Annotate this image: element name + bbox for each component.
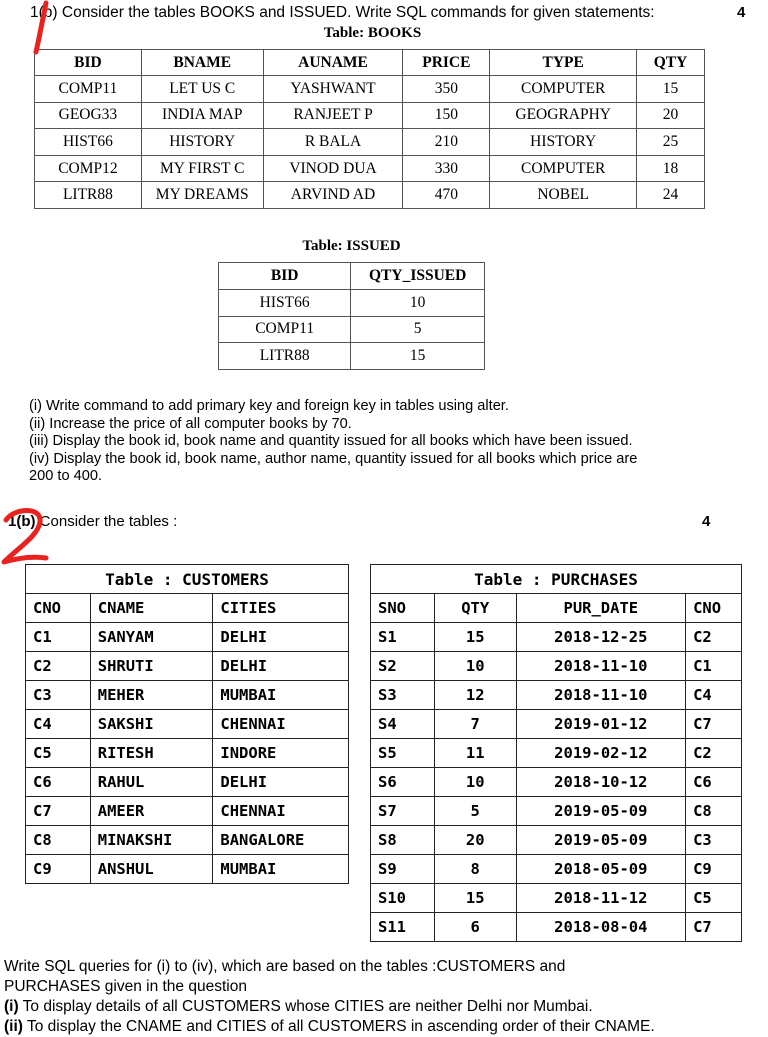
purchases-cell: S9 — [371, 855, 435, 884]
purchases-cell: 2018-08-04 — [516, 913, 686, 942]
books-cell: 15 — [637, 76, 705, 103]
purchases-cell: S11 — [371, 913, 435, 942]
customers-column-header: CITIES — [213, 594, 349, 623]
books-column-header: TYPE — [490, 50, 637, 76]
question-2-intro: Write SQL queries for (i) to (iv), which are based on the tables :CUSTOMERS and — [4, 958, 566, 975]
question-2-item — [4, 997, 768, 1017]
customers-cell: CHENNAI — [213, 797, 349, 826]
books-cell: 18 — [637, 155, 705, 182]
customers-cell: C1 — [26, 623, 91, 652]
books-column-header: BNAME — [141, 50, 263, 76]
purchases-row — [371, 797, 742, 826]
customers-cell: BANGALORE — [213, 826, 349, 855]
issued-cell: HIST66 — [219, 290, 351, 317]
books-row — [35, 182, 705, 209]
purchases-table — [370, 564, 742, 942]
purchases-row — [371, 652, 742, 681]
purchases-cell: 12 — [434, 681, 516, 710]
purchases-cell: C6 — [686, 768, 742, 797]
books-cell: 350 — [403, 76, 490, 103]
issued-table — [218, 262, 485, 370]
purchases-cell: C7 — [686, 913, 742, 942]
books-cell: HISTORY — [490, 129, 637, 156]
question-2-text: Consider the tables : — [39, 513, 178, 530]
books-column-header: QTY — [637, 50, 705, 76]
books-cell: COMP12 — [35, 155, 142, 182]
customers-cell: C8 — [26, 826, 91, 855]
books-cell: GEOGRAPHY — [490, 102, 637, 129]
customers-header-row — [26, 594, 349, 623]
books-cell: MY FIRST C — [141, 155, 263, 182]
books-cell: GEOG33 — [35, 102, 142, 129]
issued-cell: 5 — [351, 316, 485, 343]
purchases-row — [371, 739, 742, 768]
books-cell: R BALA — [263, 129, 403, 156]
customers-column-header: CNO — [26, 594, 91, 623]
books-cell: RANJEET P — [263, 102, 403, 129]
books-cell: INDIA MAP — [141, 102, 263, 129]
issued-cell: 10 — [351, 290, 485, 317]
books-cell: COMPUTER — [490, 155, 637, 182]
books-cell: 24 — [637, 182, 705, 209]
books-row — [35, 129, 705, 156]
books-row — [35, 155, 705, 182]
question-1-item: (i) Write command to add primary key and foreign key in tables using alter. — [29, 398, 509, 414]
books-column-header: PRICE — [403, 50, 490, 76]
books-cell: LET US C — [141, 76, 263, 103]
purchases-cell: 8 — [434, 855, 516, 884]
customers-cell: INDORE — [213, 739, 349, 768]
question-2-item-number: (ii) — [4, 1018, 23, 1035]
purchases-cell: C2 — [686, 739, 742, 768]
customers-cell: C6 — [26, 768, 91, 797]
issued-column-header: QTY_ISSUED — [351, 263, 485, 290]
books-cell: 150 — [403, 102, 490, 129]
question-2-item-text: To display the CNAME and CITIES of all CUSTOMERS in ascending order of their CNAME. — [22, 1018, 655, 1035]
customers-cell: C5 — [26, 739, 91, 768]
customers-row — [26, 768, 349, 797]
books-cell: YASHWANT — [263, 76, 403, 103]
books-cell: ARVIND AD — [263, 182, 403, 209]
customers-table-title: Table : CUSTOMERS — [26, 565, 349, 594]
purchases-cell: C3 — [686, 826, 742, 855]
customers-row — [26, 855, 349, 884]
purchases-cell: S4 — [371, 710, 435, 739]
purchases-cell: 7 — [434, 710, 516, 739]
purchases-cell: 6 — [434, 913, 516, 942]
books-column-header: AUNAME — [263, 50, 403, 76]
purchases-cell: 2018-12-25 — [516, 623, 686, 652]
books-cell: MY DREAMS — [141, 182, 263, 209]
customers-row — [26, 797, 349, 826]
customers-cell: DELHI — [213, 768, 349, 797]
question-1-item: (iv) Display the book id, book name, author name, quantity issued for all books which price are — [29, 450, 638, 467]
question-1-items — [29, 398, 637, 486]
purchases-cell: C5 — [686, 884, 742, 913]
purchases-cell: S5 — [371, 739, 435, 768]
purchases-column-header: CNO — [686, 594, 742, 623]
purchases-row — [371, 768, 742, 797]
question-1-number-suffix: ) — [52, 4, 58, 21]
purchases-cell: 10 — [434, 768, 516, 797]
purchases-cell: 15 — [434, 623, 516, 652]
question-2-marks: 4 — [702, 513, 711, 530]
question-1-marks: 4 — [737, 4, 746, 21]
purchases-cell: 10 — [434, 652, 516, 681]
purchases-table-title: Table : PURCHASES — [371, 565, 742, 594]
purchases-cell: C9 — [686, 855, 742, 884]
purchases-cell: 2019-02-12 — [516, 739, 686, 768]
issued-column-header: BID — [219, 263, 351, 290]
customers-cell: CHENNAI — [213, 710, 349, 739]
purchases-cell: 2018-11-12 — [516, 884, 686, 913]
purchases-cell: C7 — [686, 710, 742, 739]
question-2-item-text: To display details of all CUSTOMERS whose CITIES are neither Delhi nor Mumbai. — [18, 998, 593, 1015]
purchases-cell: S6 — [371, 768, 435, 797]
purchases-row — [371, 826, 742, 855]
purchases-cell: S2 — [371, 652, 435, 681]
purchases-row — [371, 623, 742, 652]
customers-row — [26, 739, 349, 768]
purchases-row — [371, 884, 742, 913]
books-cell: COMP11 — [35, 76, 142, 103]
books-table — [34, 49, 705, 209]
customers-row — [26, 681, 349, 710]
question-1-number-prefix: 1( — [30, 4, 44, 21]
books-header-row — [35, 50, 705, 76]
purchases-cell: S8 — [371, 826, 435, 855]
issued-row — [219, 316, 485, 343]
purchases-cell: 20 — [434, 826, 516, 855]
books-table-title: Table: BOOKS — [323, 25, 422, 41]
question-2-number: 1(b) — [8, 513, 36, 530]
question-2-item — [4, 1017, 768, 1037]
purchases-row — [371, 913, 742, 942]
question-1-text: Consider the tables BOOKS and ISSUED. Write SQL commands for given statements: — [57, 4, 655, 21]
purchases-cell: 2019-05-09 — [516, 826, 686, 855]
question-2-body — [4, 957, 768, 1035]
purchases-cell: S3 — [371, 681, 435, 710]
customers-column-header: CNAME — [90, 594, 213, 623]
issued-row — [219, 343, 485, 370]
handwritten-mark-2 — [0, 506, 52, 568]
purchases-column-header: QTY — [434, 594, 516, 623]
purchases-header-row — [371, 594, 742, 623]
purchases-row — [371, 855, 742, 884]
books-cell: 330 — [403, 155, 490, 182]
books-cell: 25 — [637, 129, 705, 156]
customers-cell: SANYAM — [90, 623, 213, 652]
purchases-cell: S7 — [371, 797, 435, 826]
purchases-cell: 2019-05-09 — [516, 797, 686, 826]
customers-cell: ANSHUL — [90, 855, 213, 884]
customers-cell: C4 — [26, 710, 91, 739]
books-row — [35, 76, 705, 103]
books-cell: NOBEL — [490, 182, 637, 209]
purchases-cell: S10 — [371, 884, 435, 913]
purchases-column-header: SNO — [371, 594, 435, 623]
books-cell: HIST66 — [35, 129, 142, 156]
purchases-cell: 5 — [434, 797, 516, 826]
purchases-cell: 11 — [434, 739, 516, 768]
customers-row — [26, 710, 349, 739]
question-2-item-number: (i) — [4, 998, 19, 1015]
books-cell: COMPUTER — [490, 76, 637, 103]
customers-cell: DELHI — [213, 623, 349, 652]
purchases-row — [371, 681, 742, 710]
customers-cell: RITESH — [90, 739, 213, 768]
purchases-body — [371, 623, 742, 942]
issued-body — [219, 290, 485, 370]
purchases-cell: C2 — [686, 623, 742, 652]
question-1-item: (iii) Display the book id, book name and quantity issued for all books which have been issued. — [29, 433, 633, 449]
customers-cell: DELHI — [213, 652, 349, 681]
purchases-cell: 2018-05-09 — [516, 855, 686, 884]
question-2-intro-cont: PURCHASES given in the question — [4, 978, 247, 995]
customers-cell: AMEER — [90, 797, 213, 826]
customers-cell: C3 — [26, 681, 91, 710]
purchases-row — [371, 710, 742, 739]
customers-body — [26, 623, 349, 884]
issued-cell: COMP11 — [219, 316, 351, 343]
handwritten-mark-1 — [28, 0, 58, 56]
books-column-header: BID — [35, 50, 142, 76]
customers-cell: MUMBAI — [213, 681, 349, 710]
customers-cell: MEHER — [90, 681, 213, 710]
issued-header-row — [219, 263, 485, 290]
books-cell: 210 — [403, 129, 490, 156]
purchases-cell: 2018-10-12 — [516, 768, 686, 797]
customers-cell: SAKSHI — [90, 710, 213, 739]
issued-cell: 15 — [351, 343, 485, 370]
customers-cell: SHRUTI — [90, 652, 213, 681]
question-1-header — [30, 4, 655, 22]
question-1-item: 200 to 400. — [29, 468, 103, 484]
issued-row — [219, 290, 485, 317]
customers-table — [25, 564, 349, 884]
issued-cell: LITR88 — [219, 343, 351, 370]
customers-row — [26, 652, 349, 681]
books-row — [35, 102, 705, 129]
books-cell: HISTORY — [141, 129, 263, 156]
purchases-cell: 2019-01-12 — [516, 710, 686, 739]
purchases-column-header: PUR_DATE — [516, 594, 686, 623]
purchases-cell: S1 — [371, 623, 435, 652]
purchases-cell: C4 — [686, 681, 742, 710]
books-body — [35, 76, 705, 209]
purchases-cell: C8 — [686, 797, 742, 826]
customers-cell: MINAKSHI — [90, 826, 213, 855]
books-cell: VINOD DUA — [263, 155, 403, 182]
books-cell: 470 — [403, 182, 490, 209]
customers-cell: C7 — [26, 797, 91, 826]
customers-row — [26, 826, 349, 855]
customers-cell: MUMBAI — [213, 855, 349, 884]
customers-cell: RAHUL — [90, 768, 213, 797]
customers-cell: C2 — [26, 652, 91, 681]
purchases-cell: 15 — [434, 884, 516, 913]
books-cell: 20 — [637, 102, 705, 129]
question-1-item: (ii) Increase the price of all computer books by 70. — [29, 415, 352, 432]
purchases-cell: 2018-11-10 — [516, 681, 686, 710]
purchases-cell: 2018-11-10 — [516, 652, 686, 681]
customers-row — [26, 623, 349, 652]
customers-cell: C9 — [26, 855, 91, 884]
books-cell: LITR88 — [35, 182, 142, 209]
issued-table-title: Table: ISSUED — [302, 238, 401, 254]
purchases-cell: C1 — [686, 652, 742, 681]
question-1-number-letter: b — [43, 4, 53, 21]
